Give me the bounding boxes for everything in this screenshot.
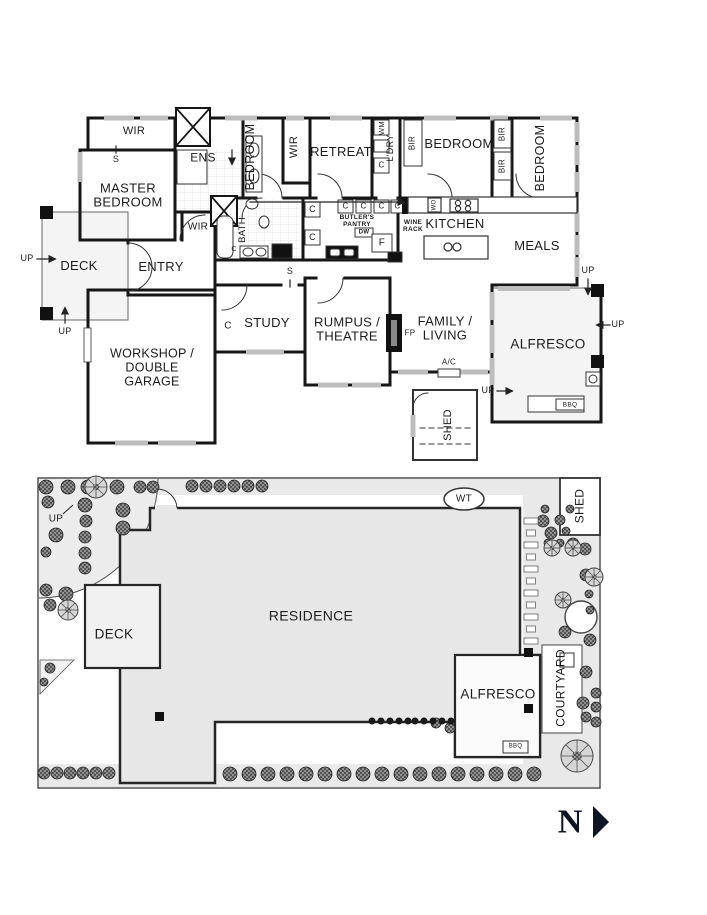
- cupboard-row-1-label: C: [342, 201, 349, 211]
- cupboard-pantry-2-label: C: [309, 232, 316, 243]
- wir-master-label: WIR: [122, 124, 146, 137]
- residence-label: RESIDENCE: [268, 607, 354, 624]
- shed-site-label: SHED: [572, 488, 587, 524]
- bir-2-label: BIR: [497, 126, 507, 142]
- north-arrow-icon: [593, 806, 609, 838]
- up-deck-left-label: UP: [20, 253, 34, 264]
- fridge-label: F: [378, 237, 386, 249]
- cupboard-laundry-label: C: [378, 160, 385, 170]
- entry-label: ENTRY: [138, 258, 184, 274]
- cupboard-bath-label: C: [231, 246, 237, 254]
- ac-unit: [438, 369, 460, 377]
- wir-bedroom-label: WIR: [287, 135, 300, 159]
- pantry-fixtures: [305, 200, 404, 262]
- study-label: STUDY: [244, 314, 290, 330]
- bedroom-right-label: BEDROOM: [533, 124, 548, 192]
- up-meals-label: UP: [581, 265, 595, 276]
- ens-label: ENS: [190, 150, 216, 165]
- up-deck-bottom-label: UP: [58, 326, 72, 337]
- laundry-label: L'DRY: [385, 134, 396, 162]
- washing-machine-label: WM: [376, 121, 386, 135]
- retreat-label: RETREAT: [310, 143, 372, 159]
- bedroom-mid-label: BEDROOM: [424, 135, 494, 151]
- deck-label: DECK: [60, 257, 98, 273]
- cupboard-study-label: C: [224, 320, 232, 332]
- meals-label: MEALS: [514, 237, 560, 253]
- fireplace-label: FP: [404, 328, 416, 338]
- bir-1-label: BIR: [407, 135, 417, 151]
- dishwasher-label: DW: [358, 229, 370, 236]
- cupboard-row-2-label: C: [360, 201, 367, 211]
- bbq-site-label: BBQ: [508, 743, 523, 750]
- master-bedroom-label: MASTER BEDROOM: [93, 180, 163, 210]
- up-alfresco-left-label: UP: [481, 385, 495, 396]
- bedroom-left-label: BEDROOM: [243, 123, 258, 191]
- cupboard-row-4-label: C: [394, 201, 401, 211]
- wine-rack-label: WINE RACK: [403, 218, 423, 233]
- upper-floor-plan: [37, 108, 610, 460]
- workshop-garage-label: WORKSHOP / DOUBLE GARAGE: [109, 346, 195, 388]
- alfresco-upper-label: ALFRESCO: [510, 336, 586, 352]
- entry-door-gap: [155, 505, 177, 510]
- cupboard-row-3-label: C: [378, 201, 385, 211]
- north-letter: N: [557, 803, 583, 841]
- deck-site-label: DECK: [94, 626, 134, 642]
- linen-master-label: S: [112, 154, 120, 165]
- linen-study-label: S: [286, 266, 294, 277]
- workshop-door: [84, 328, 91, 362]
- bath-label: BATH: [236, 217, 248, 243]
- bir-3-label: BIR: [497, 158, 507, 174]
- wir-hall-label: WIR: [187, 221, 209, 233]
- cupboard-pantry-1-label: C: [309, 204, 316, 215]
- up-alfresco-right-label: UP: [611, 319, 625, 330]
- alfresco-site-label: ALFRESCO: [460, 686, 536, 702]
- ac-label: A/C: [441, 357, 457, 367]
- bbq-upper-label: BBQ: [562, 400, 578, 408]
- rumpus-theatre-label: RUMPUS / THEATRE: [314, 314, 380, 344]
- shed-upper-label: SHED: [441, 409, 454, 441]
- kitchen-label: KITCHEN: [425, 215, 485, 231]
- family-living-label: FAMILY / LIVING: [417, 313, 473, 343]
- wall-oven-label: WO: [431, 199, 438, 211]
- water-tank-label: WT: [455, 493, 473, 505]
- butlers-pantry-label: BUTLER'S PANTRY: [339, 213, 375, 228]
- up-site-label: UP: [48, 513, 64, 525]
- courtyard-label: COURTYARD: [553, 649, 568, 727]
